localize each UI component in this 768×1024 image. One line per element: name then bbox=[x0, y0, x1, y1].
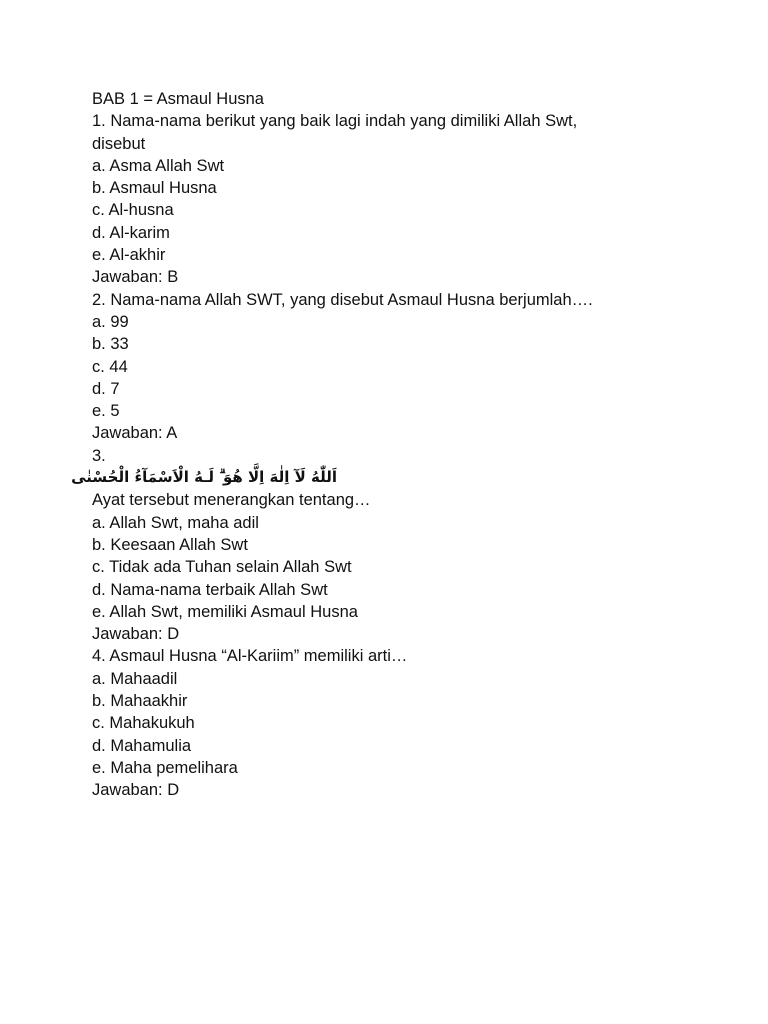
question-1-option-c: c. Al-husna bbox=[92, 201, 174, 220]
question-1-option-d: d. Al-karim bbox=[92, 223, 170, 242]
question-3-option-a: a. Allah Swt, maha adil bbox=[92, 513, 259, 532]
question-4-answer: Jawaban: D bbox=[92, 781, 180, 800]
question-2-option-b: b. 33 bbox=[92, 335, 129, 354]
question-4-option-d: d. Mahamulia bbox=[92, 736, 192, 755]
question-3-answer: Jawaban: D bbox=[92, 625, 180, 644]
question-4-option-b: b. Mahaakhir bbox=[92, 692, 188, 711]
question-3-option-c: c. Tidak ada Tuhan selain Allah Swt bbox=[92, 558, 352, 577]
question-2-option-c: c. 44 bbox=[92, 357, 128, 376]
question-4-option-a: a. Mahaadil bbox=[92, 669, 178, 688]
question-2-option-e: e. 5 bbox=[92, 402, 120, 421]
question-4-option-c: c. Mahakukuh bbox=[92, 714, 195, 733]
question-4-text: 4. Asmaul Husna “Al-Kariim” memiliki arti… bbox=[92, 647, 408, 666]
question-2-answer: Jawaban: A bbox=[92, 424, 178, 443]
question-1-text-line-2: disebut bbox=[92, 134, 146, 153]
question-4-option-e: e. Maha pemelihara bbox=[92, 758, 238, 777]
question-3-option-e: e. Allah Swt, memiliki Asmaul Husna bbox=[92, 602, 358, 621]
question-1-option-e: e. Al-akhir bbox=[92, 246, 166, 265]
question-2-option-d: d. 7 bbox=[92, 379, 120, 398]
question-2-text: 2. Nama-nama Allah SWT, yang disebut Asmaul Husna berjumlah…. bbox=[92, 290, 593, 309]
question-1-text-line-1: 1. Nama-nama berikut yang baik lagi indah yang dimiliki Allah Swt, bbox=[92, 112, 578, 131]
question-2-option-a: a. 99 bbox=[92, 312, 129, 331]
question-3-arabic-verse: اَللّٰهُ لَآ اِلٰهَ اِلَّا هُوَ ۗ لَـهُ الْاَسْمَآءُ الْحُسْنٰى bbox=[71, 468, 337, 487]
question-3-text: Ayat tersebut menerangkan tentang… bbox=[92, 491, 371, 510]
question-3-number: 3. bbox=[92, 446, 106, 465]
question-3-option-b: b. Keesaan Allah Swt bbox=[92, 535, 248, 554]
question-1-option-a: a. Asma Allah Swt bbox=[92, 156, 225, 175]
document-page bbox=[71, 88, 692, 802]
question-1-option-b: b. Asmaul Husna bbox=[92, 179, 217, 198]
question-3-option-d: d. Nama-nama terbaik Allah Swt bbox=[92, 580, 328, 599]
question-1-answer: Jawaban: B bbox=[92, 268, 179, 287]
document-title: BAB 1 = Asmaul Husna bbox=[92, 90, 264, 108]
